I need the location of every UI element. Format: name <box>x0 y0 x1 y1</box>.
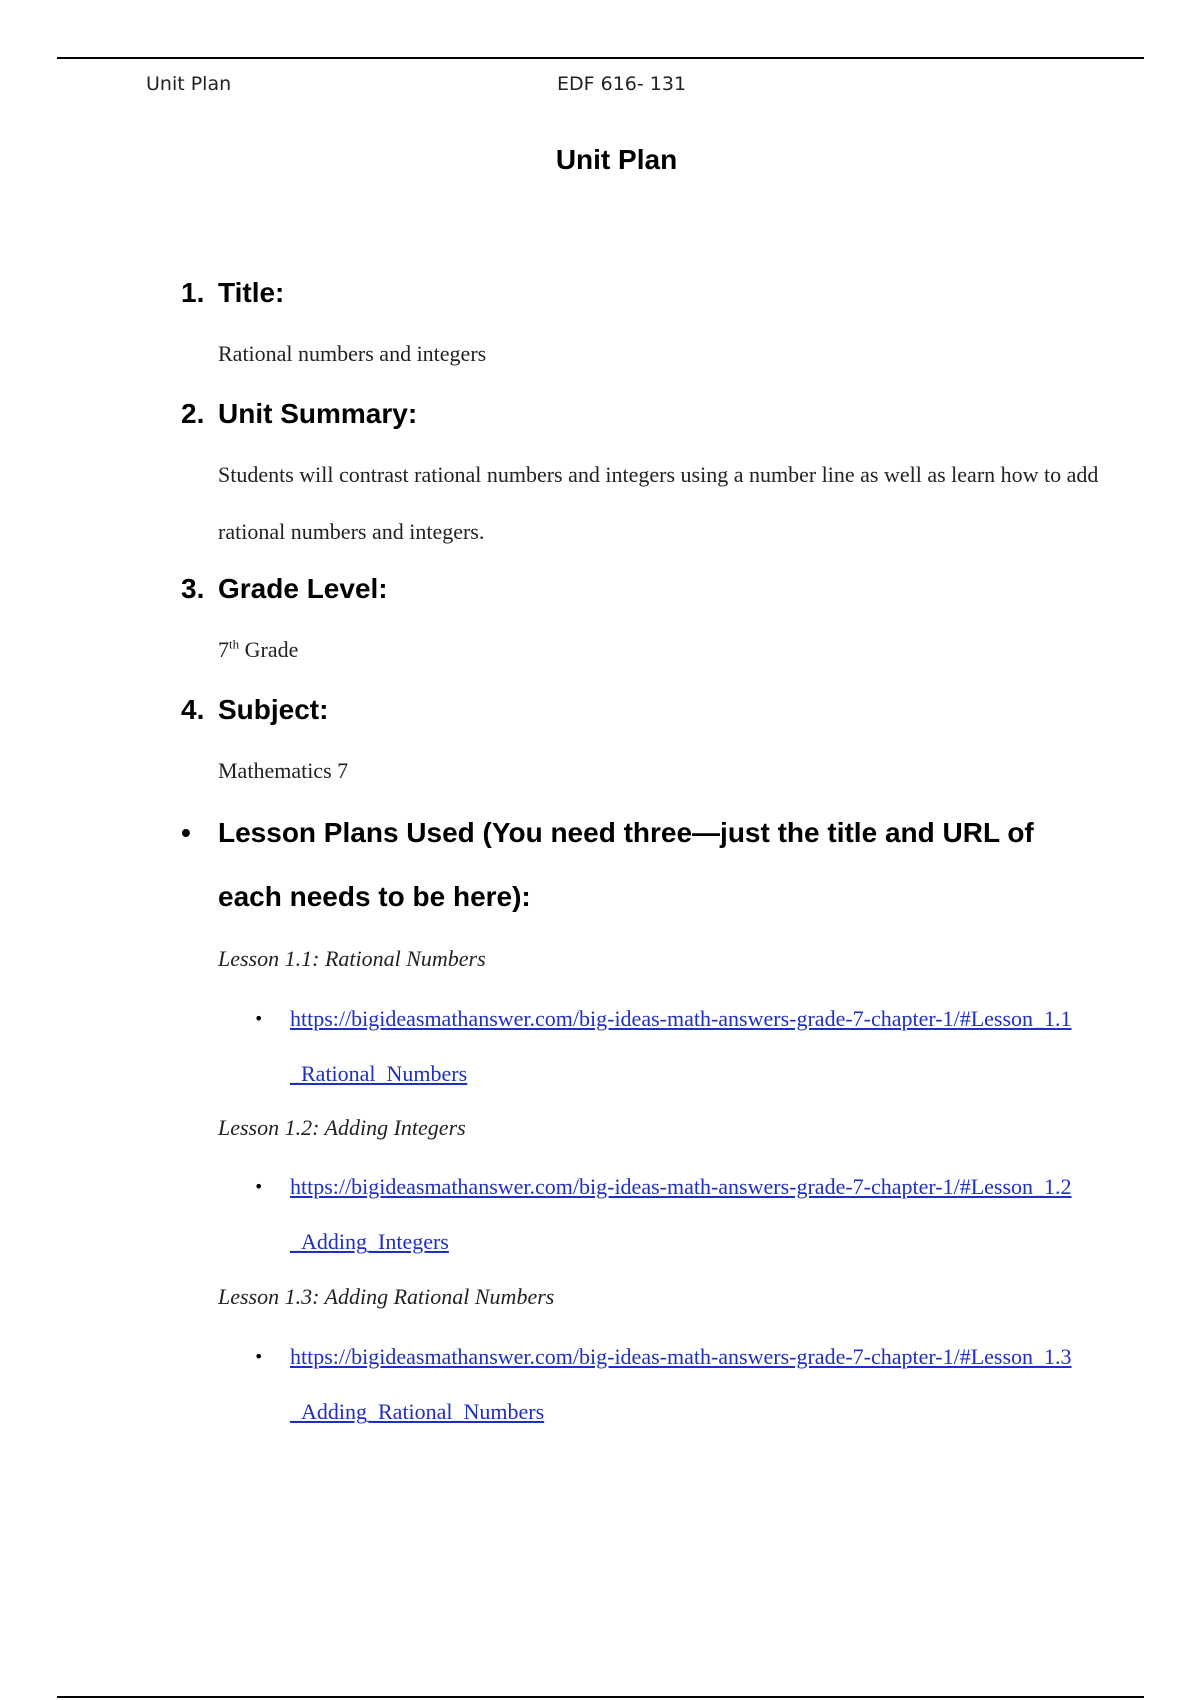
section-heading: Unit Summary: <box>218 398 418 429</box>
header-course-code: EDF 616- 131 <box>557 73 687 95</box>
grade-word: Grade <box>239 637 299 662</box>
header-left-text: Unit Plan <box>146 73 232 95</box>
bullet-icon: • <box>254 1347 264 1366</box>
section-number: 3. <box>181 573 205 604</box>
lesson-link[interactable]: https://bigideasmathanswer.com/big-ideas-math-answers-grade-7-chapter-1/#Lesson_1.3_Adding_Rational_Numbers <box>290 1344 1072 1424</box>
header-rule <box>57 57 1144 59</box>
section-summary-body: Students will contrast rational numbers and integers using a number line as well as learn how to add rational numbers and integers. <box>218 462 1099 544</box>
section-title-body: Rational numbers and integers <box>218 341 487 366</box>
section-subject-body: Mathematics 7 <box>218 758 349 783</box>
lesson-link[interactable]: https://bigideasmathanswer.com/big-ideas-math-answers-grade-7-chapter-1/#Lesson_1.1_Rational_Numbers <box>290 1006 1072 1086</box>
section-title-heading <box>181 276 284 310</box>
lesson-link-item <box>254 991 1074 1101</box>
lesson-title: Lesson 1.1: Rational Numbers <box>218 946 486 971</box>
bullet-icon: • <box>181 817 191 848</box>
section-heading: Title: <box>218 277 285 308</box>
bullet-icon: • <box>254 1177 264 1196</box>
lesson-title: Lesson 1.2: Adding Integers <box>218 1115 466 1140</box>
section-heading: Grade Level: <box>218 573 388 604</box>
section-summary-heading <box>181 397 417 431</box>
footer-rule <box>57 1696 1144 1698</box>
section-number: 1. <box>181 277 205 308</box>
section-heading: Subject: <box>218 694 329 725</box>
lesson-plans-heading-text: Lesson Plans Used (You need three—just the title and URL of each needs to be here): <box>218 817 1034 912</box>
bullet-icon: • <box>254 1009 264 1028</box>
lesson-link-item <box>254 1159 1074 1269</box>
section-number: 2. <box>181 398 205 429</box>
grade-suffix: th <box>229 636 240 652</box>
grade-number: 7 <box>218 637 229 662</box>
document-title: Unit Plan <box>555 144 678 175</box>
section-number: 4. <box>181 694 205 725</box>
section-grade-body <box>218 637 298 663</box>
lesson-link-item <box>254 1329 1074 1439</box>
lesson-plans-heading <box>181 801 1081 929</box>
section-subject-heading <box>181 693 328 727</box>
section-grade-heading <box>181 572 388 606</box>
lesson-link[interactable]: https://bigideasmathanswer.com/big-ideas-math-answers-grade-7-chapter-1/#Lesson_1.2_Adding_Integers <box>290 1174 1072 1254</box>
lesson-title: Lesson 1.3: Adding Rational Numbers <box>218 1284 555 1309</box>
